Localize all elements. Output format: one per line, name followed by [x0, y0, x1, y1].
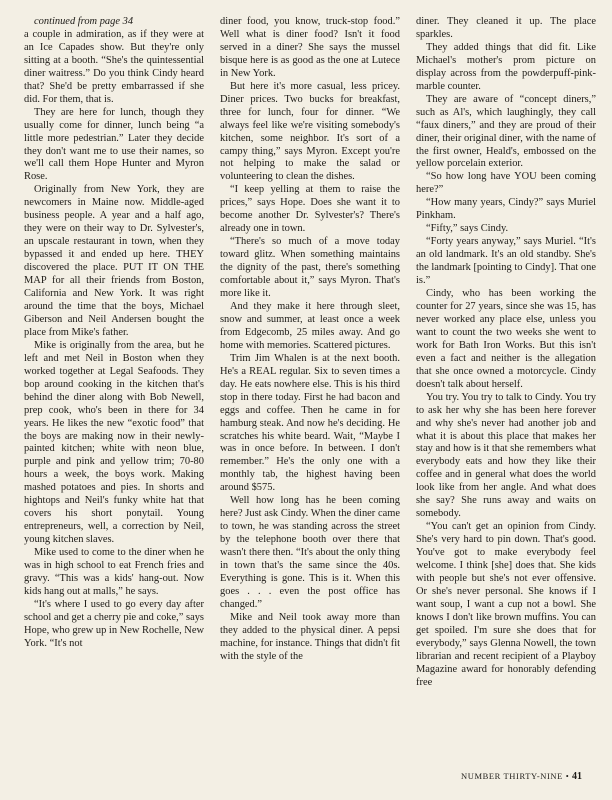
paragraph: You try. You try to talk to Cindy. You try to ask her why she has been here forever and why she's never had another job and what it is about this place that makes her stay and how is it that she remembers what everybody eats and how they like their coffee and in general what does the world look like from her angle. And what does she say? She runs away and waits on somebody. — [416, 391, 596, 520]
paragraph: “How many years, Cindy?” says Muriel Pinkham. — [416, 197, 596, 222]
paragraph: Mike and Neil took away more than they added to the physical diner. A pepsi machine, for instance. Things that didn't fit with the style of the — [220, 611, 400, 662]
continued-line: continued from page 34 — [34, 16, 134, 27]
paragraph: “Forty years anyway,” says Muriel. “It's an old landmark. It's an old standby. She's the landmark [pointing to Cindy]. That one is.” — [416, 236, 596, 287]
paragraph: Cindy, who has been working the counter for 27 years, since she was 15, has never worked any place else, unless you want to count the two weeks she went to work for Bath Iron Works. But this isn't even a fact and neither is the allegation that she once owned a motorcycle. Cindy doesn't talk about herself. — [416, 288, 596, 390]
paragraph: Mike used to come to the diner when he was in high school to eat French fries and gravy. “This was a kids' hang-out. Now kids hang out at malls,” he says. — [24, 547, 204, 597]
paragraph: “You can't get an opinion from Cindy. She's very hard to pin down. That's good. You've got to make everybody feel welcome. I think [she] does that. She kids with people but she's not ever offensive. Or she's never personal. She knows if I want soup, I want a cup not a bowl. She knows I don't like brown muffins. You can get spoiled. I'm sure she does that for everybody,” says Glenna Nowell, the town librarian and recent recipient of a Playboy Magazine award for honorably defending free — [416, 521, 596, 688]
paragraph: Mike is originally from the area, but he left and met Neil in Boston when they worked together at Legal Seafoods. They bop around cooking in the kitchen that's behind the diner along with Bob Newell, prep cook, who's been in there for 34 years. He likes the new “exotic food” that the boys are making now in their newly-painted kitchen; white with neon blue, purple and pink and yellow trim; 70-80 hours a week, the boys work. Making mashed potatoes and pies. In shorts and hightops and Neil's funky white hat that covers his short ponytail. Young entrepreneurs, well, a correction by Neil, young kitchen slaves. — [24, 339, 204, 546]
page-number: 41 — [572, 771, 582, 782]
paragraph: Trim Jim Whalen is at the next booth. He's a REAL regular. Six to seven times a day. He eats nowhere else. This is his third stop in there today. First he had bacon and eggs and coffee. Then he came in for hamburg steak. And now he's deciding. He scratches his white beard. Wait, “Maybe I was in once before. In between. I don't remember.” He's the only one with a monthly tab, the highest having been around $575. — [220, 352, 400, 494]
paragraph: They are aware of “concept diners,” such as Al's, which laughingly, they call “faux diners,” and they are proud of their diner, their original diner, with the name of the first owner, Heald's, embossed on the yellow porcelain exterior. — [416, 93, 596, 170]
paragraph: diner. They cleaned it up. The place sparkles. — [416, 16, 596, 40]
issue-label: NUMBER THIRTY-NINE — [460, 771, 563, 781]
paragraph: Originally from New York, they are newcomers in Maine now. Middle-aged business people. A year and a half ago, they were on their way to Dr. Sylvester's, an upscale restaurant in town, when they bypassed it and ended up here. THEY discovered the place. PUT IT ON THE MAP for all their friends from Boston, California and New York. It was right around the time that the boys, Michael Giberson and Neil Andersen bought the place from Mike's father. — [24, 184, 204, 338]
column-3 — [416, 16, 596, 768]
paragraph: They are here for lunch, though they usually come for dinner, lunch being “a little more pedestrian.” Later they decide they don't want me to use their names, so we'll call them Hope Hunter and Myron Rose. — [24, 106, 204, 183]
article-body — [24, 16, 596, 768]
column-1 — [24, 16, 204, 768]
paragraph: “I keep yelling at them to raise the prices,” says Hope. Does she want it to become another Dr. Sylvester's? There's already one in town. — [220, 184, 400, 235]
paragraph: “There's so much of a move today toward glitz. When something maintains the dignity of the past, there's something comfortable about it,” says Myron. That's more like it. — [220, 236, 400, 300]
paragraph: Well how long has he been coming here? Just ask Cindy. When the diner came to town, he was standing across the street by the telephone booth over there that wasn't there then. “It's about the only thing in town that's the same since the 40s. Everything is gone. This is it. When this goes . . . even the post office has changed.” — [220, 495, 400, 610]
paragraph: But here it's more casual, less pricey. Diner prices. Two bucks for breakfast, three for lunch, four for dinner. “We always feel like we're visiting somebody's kitchen, some neighbor. It's sort of a campy thing,” says Myron. Except you're not helping to make the salad or volunteering to clean the dishes. — [220, 80, 400, 183]
paragraph: “So how long have YOU been coming here?” — [416, 171, 596, 196]
paragraph: They added things that did fit. Like Michael's mother's prom picture on display across from the powderpuff-pink-marble counter. — [416, 41, 596, 92]
paragraph: “Fifty,” says Cindy. — [426, 223, 509, 235]
footer-bullet: • — [565, 771, 570, 781]
paragraph: a couple in admiration, as if they were at an Ice Capades show. But they're only sitting at a booth. “She's the quintessential diner waitress.” Do you think Cindy heard that? She'd be pretty embarrassed if she did. For them, that is. — [24, 28, 204, 105]
page-footer — [461, 771, 582, 782]
paragraph: diner food, you know, truck-stop food.” Well what is diner food? Isn't it food served in a diner? She says the mussel bisque here is as good as the one at Lutece in New York. — [220, 16, 400, 79]
paragraph: And they make it here through sleet, snow and summer, at least once a week from Edgecomb, 25 miles away. And go home with memories. Scattered pictures. — [220, 300, 400, 351]
paragraph: “It's where I used to go every day after school and get a cherry pie and coke,” says Hope, who grew up in New Rochelle, New York. “It's not — [24, 598, 204, 649]
column-2 — [220, 16, 400, 768]
